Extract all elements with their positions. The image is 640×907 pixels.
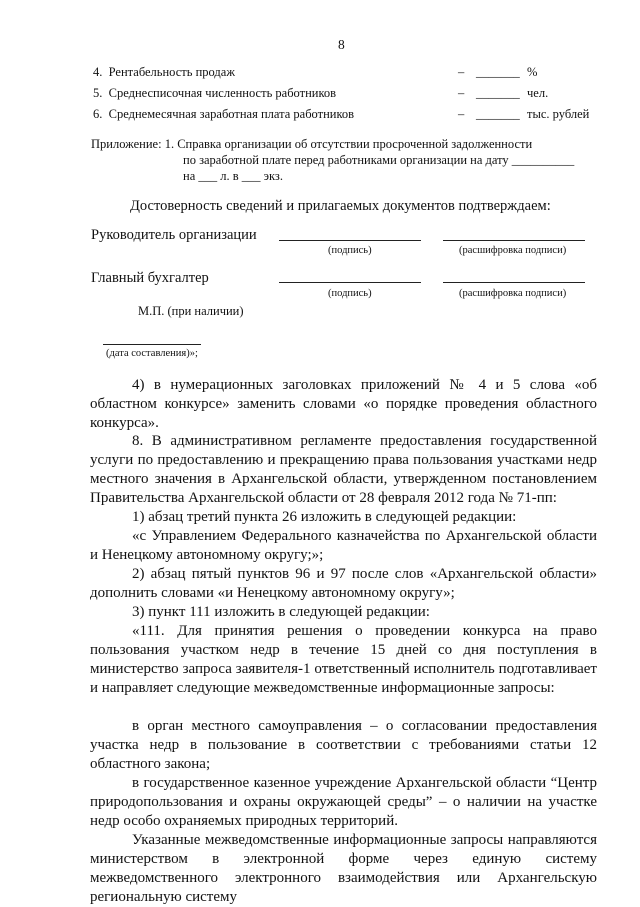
paragraph-subitem-2: 2) абзац пятый пунктов 96 и 97 после слов «Архангельской области» дополнить словами «и Ненецкому автономному округу»; xyxy=(90,566,597,601)
appendix-line-1: Приложение: 1. Справка организации об отсутствии просроченной задолженности xyxy=(91,137,533,151)
date-line xyxy=(103,344,201,345)
signature-line-head xyxy=(279,240,421,241)
paragraph-item-4: 4) в нумерационных заголовках приложений № 4 и 5 слова «об областном конкурсе» заменить словами «о порядке проведения областного конкурса». xyxy=(90,377,597,431)
indicator-dash: – xyxy=(458,107,465,121)
indicator-unit: % xyxy=(527,65,538,79)
indicator-label: Среднесписочная численность работников xyxy=(108,86,337,100)
paragraph-item-111: «111. Для принятия решения о проведении конкурса на право пользования участком недр в течение 15 дней со дня поступления в министерство запроса заявителя-1 ответственный исполнитель подготавливает и направляет следующие межведомственные информационные запросы: xyxy=(90,623,597,696)
indicator-blank: _______ xyxy=(476,86,520,100)
decode-caption: (расшифровка подписи) xyxy=(459,245,567,256)
indicator-unit: тыс. рублей xyxy=(527,107,590,121)
paragraph-quote-1: «с Управлением Федерального казначейства по Архангельской области и Ненецкому автономному округу;»; xyxy=(90,528,597,563)
signature-line-accountant xyxy=(279,282,421,283)
indicator-label: Среднемесячная заработная плата работников xyxy=(108,107,355,121)
date-caption: (дата составления)»; xyxy=(106,348,198,359)
paragraph-request-institution: в государственное казенное учреждение Архангельской области “Центр природопользования и охраны окружающей среды” – о наличии на участке недр особо охраняемых природных территорий. xyxy=(90,775,597,829)
indicator-unit: чел. xyxy=(527,86,549,100)
paragraph-subitem-3: 3) пункт 111 изложить в следующей редакции: xyxy=(132,604,430,620)
indicator-dash: – xyxy=(458,65,465,79)
signature-role-head: Руководитель организации xyxy=(91,227,257,243)
indicator-item xyxy=(93,86,336,101)
indicator-label: Рентабельность продаж xyxy=(108,65,235,79)
indicator-blank: _______ xyxy=(476,65,520,79)
indicator-number: 4. xyxy=(93,65,103,79)
confirm-statement: Достоверность сведений и прилагаемых документов подтверждаем: xyxy=(130,198,551,214)
paragraph-request-municipal: в орган местного самоуправления – о согласовании предоставления участка недр в пользование в соответствии с требованиями статьи 12 областного закона; xyxy=(90,718,597,772)
indicator-dash: – xyxy=(458,86,465,100)
appendix-line-3: на ___ л. в ___ экз. xyxy=(183,169,283,183)
indicator-item xyxy=(93,65,235,80)
signature-caption: (подпись) xyxy=(328,245,372,256)
indicator-number: 6. xyxy=(93,107,103,121)
decode-caption: (расшифровка подписи) xyxy=(459,288,567,299)
paragraph-item-8: 8. В административном регламенте предоставления государственной услуги по предоставлению и прекращению права пользования участками недр местного значения в Архангельской области, утвержденном постановлением Правительства Архангельской области от 28 февраля 2012 года № 71-пп: xyxy=(90,433,597,506)
indicator-blank: _______ xyxy=(476,107,520,121)
indicator-item xyxy=(93,107,354,122)
decode-line-head xyxy=(443,240,585,241)
stamp-note: М.П. (при наличии) xyxy=(138,304,244,318)
indicator-number: 5. xyxy=(93,86,103,100)
page-number: 8 xyxy=(338,37,345,52)
signature-role-accountant: Главный бухгалтер xyxy=(91,270,209,286)
paragraph-requests-sent: Указанные межведомственные информационные запросы направляются министерством в электронной форме через единую систему межведомственного электронного взаимодействия или Архангельскую региональную систему xyxy=(90,832,597,905)
signature-caption: (подпись) xyxy=(328,288,372,299)
paragraph-subitem-1: 1) абзац третий пункта 26 изложить в следующей редакции: xyxy=(132,509,517,525)
decode-line-accountant xyxy=(443,282,585,283)
appendix-line-2: по заработной плате перед работниками организации на дату __________ xyxy=(183,153,575,167)
